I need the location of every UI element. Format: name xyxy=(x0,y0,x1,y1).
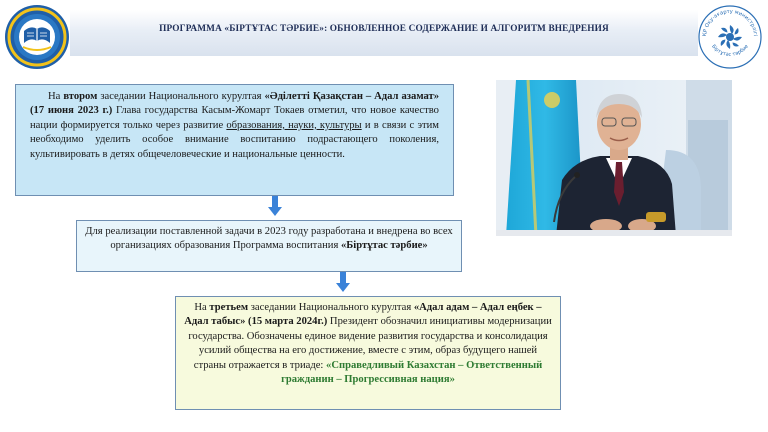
box3-text-a: На xyxy=(194,302,210,313)
third-kurultai-box xyxy=(175,296,561,410)
logo-bottom-text: Біртұтас тәрбие xyxy=(710,43,750,58)
program-box xyxy=(76,220,462,272)
box3-text-c: Президент обозначил инициативы модернизации государства. Обозначены единое видение развития государства и консолидация усилий общества на его достижение, вместе с этим, образ будущего нашей страны отражается в триаде: xyxy=(188,316,552,371)
second-kurultai-box xyxy=(15,84,454,196)
box1-text-d: и в связи с этим необходимо уделить особое внимание воспитанию подрастающего поколения, культивировать в детях общечеловеческие и национальные ценности. xyxy=(30,119,439,160)
box3-bold-kurultai: «Адал адам – Адал еңбек – Адал табыс» (15 марта 2024г.) xyxy=(184,302,542,328)
box1-text-a: На xyxy=(48,91,64,102)
box2-program-name: «Біртұтас тәрбие» xyxy=(341,240,428,252)
box1-text-c: Глава государства Касым-Жомарт Токаев отметил, что новое качество нации формируется только через развитие xyxy=(30,105,439,131)
birtutas-tarbie-logo xyxy=(696,3,764,71)
down-arrow-icon xyxy=(336,272,350,292)
box3-bold-third: третьем xyxy=(209,302,249,313)
box1-bold-kurultai: «Әділетті Қазақстан – Адал азамат» (17 июня 2023 г.) xyxy=(30,91,439,117)
box2-text: Для реализации поставленной задачи в 2023 году разработана и внедрена во всех организациях образования Программа воспитания xyxy=(85,226,453,252)
logo-top-text: ҚР Оқу-ағарту министрлігі xyxy=(701,8,758,37)
down-arrow-icon xyxy=(268,196,282,216)
box1-text-b: заседании Национального курултая xyxy=(97,91,265,102)
box1-bold-second: втором xyxy=(63,91,98,102)
slide-title: ПРОГРАММА «БІРТҰТАС ТӘРБИЕ»: ОБНОВЛЕННОЕ СОДЕРЖАНИЕ И АЛГОРИТМ ВНЕДРЕНИЯ xyxy=(159,24,609,34)
box1-underlined: образования, науки, культуры xyxy=(226,119,362,131)
box3-text-b: заседании Национального курултая xyxy=(248,302,414,313)
ministry-book-logo xyxy=(3,3,71,71)
box3-triad: «Справедливый Казахстан – Ответственный гражданин – Прогрессивная нация» xyxy=(281,359,543,386)
president-photo xyxy=(496,80,732,236)
